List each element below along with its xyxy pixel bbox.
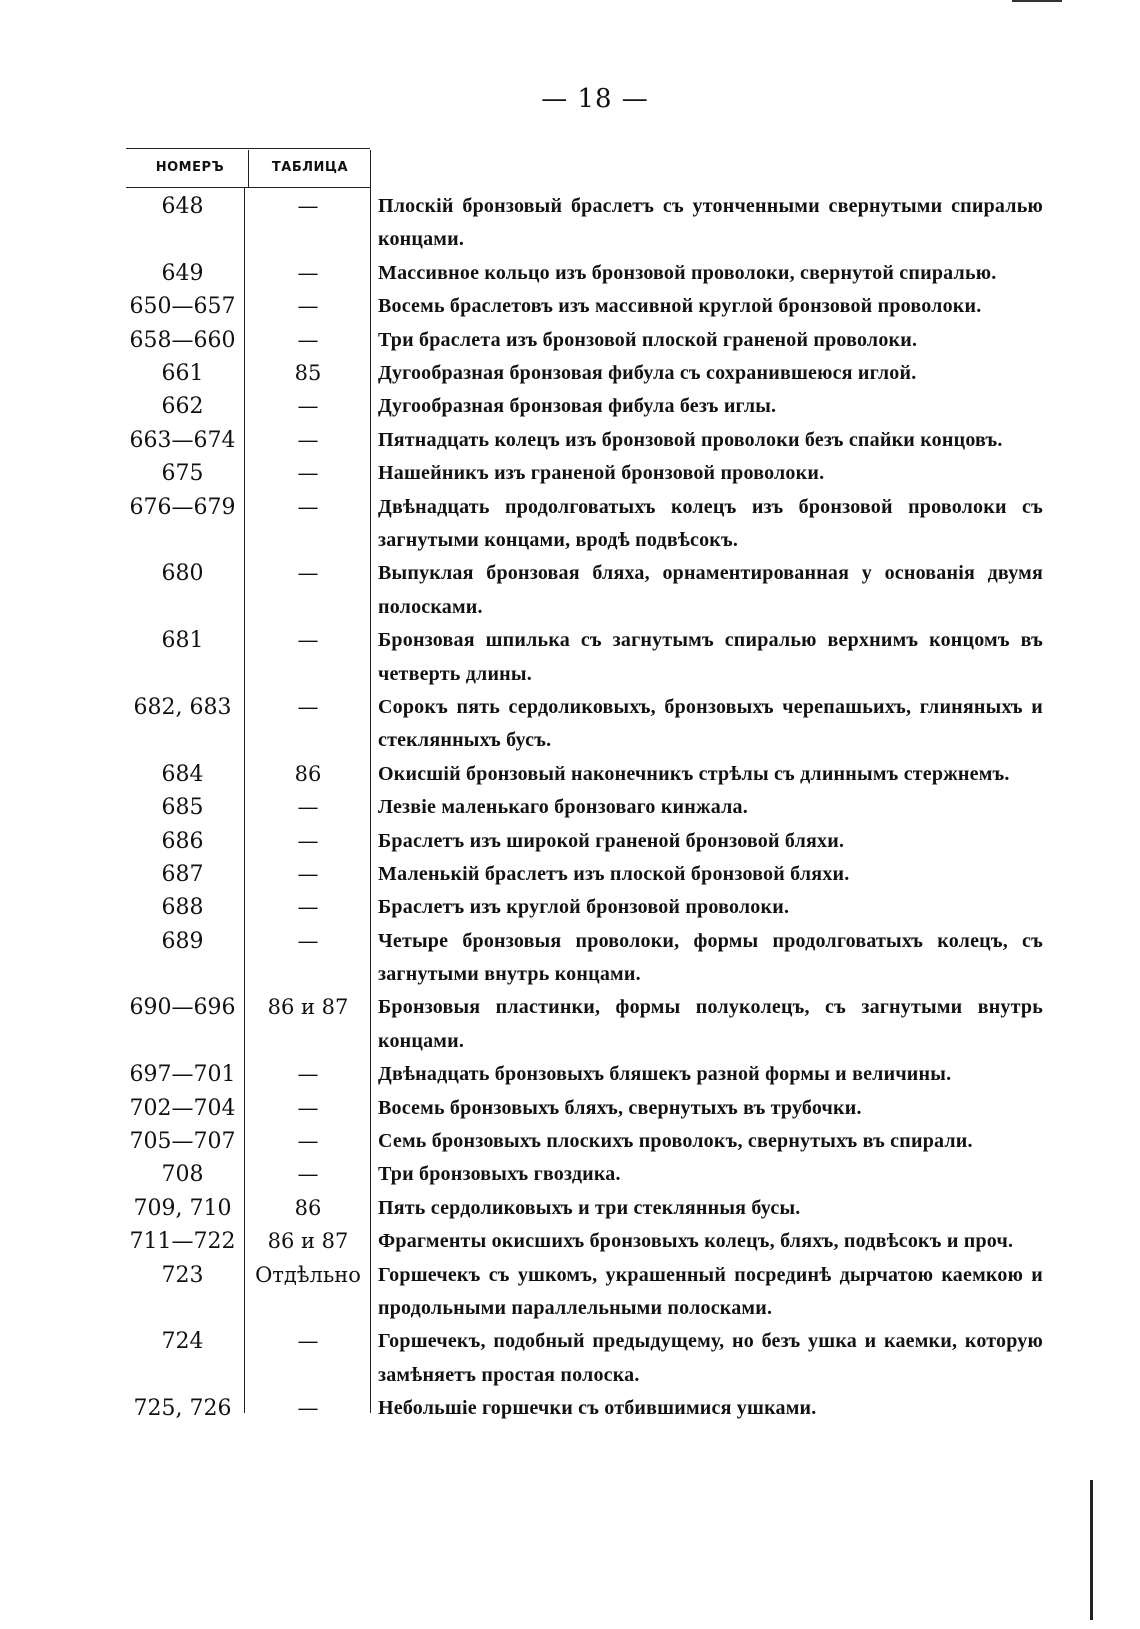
item-description: Окисшій бронзовый наконечникъ стрѣлы съ длиннымъ стержнемъ. [378, 762, 1010, 785]
header-number: НОМЕРЪ [155, 160, 225, 175]
item-number: 686 [161, 828, 204, 854]
item-description: Сорокъ пять сердоликовыхъ, бронзовыхъ черепашьихъ, глиняныхъ и стеклянныхъ бусъ. [378, 695, 1043, 752]
page-number: — 18 — [541, 84, 649, 114]
item-number: 681 [161, 628, 204, 654]
item-number: 723 [161, 1262, 204, 1288]
item-description: Дугообразная бронзовая фибула съ сохранившеюся иглой. [378, 361, 917, 384]
plate-reference: — [297, 461, 319, 486]
item-number: 663—674 [129, 427, 236, 453]
table-row [0, 557, 1140, 624]
plate-reference: — [297, 427, 319, 452]
plate-reference: — [297, 928, 319, 953]
item-description: Три браслета изъ бронзовой плоской граненой проволоки. [378, 328, 918, 351]
item-number: 684 [161, 761, 204, 787]
table-row [0, 1225, 1140, 1258]
item-number: 649 [161, 260, 204, 286]
item-description: Браслетъ изъ широкой граненой бронзовой бляхи. [378, 829, 845, 852]
table-row [0, 1092, 1140, 1125]
table-row [0, 1325, 1140, 1392]
item-number: 675 [161, 461, 204, 487]
item-description: Лезвіе маленькаго бронзоваго кинжала. [378, 796, 748, 819]
item-description: Выпуклая бронзовая бляха, орнаментированная у основанія двумя полосками. [378, 562, 1043, 618]
table-row [0, 1158, 1140, 1191]
table-row [0, 1125, 1140, 1158]
table-row [0, 190, 1140, 257]
plate-reference: — [297, 628, 319, 653]
item-number: 685 [161, 795, 204, 821]
table-top-rule [126, 148, 370, 149]
item-description: Дугообразная бронзовая фибула безъ иглы. [378, 395, 777, 418]
plate-reference: — [297, 294, 319, 319]
plate-reference: — [297, 1095, 319, 1120]
plate-reference: — [297, 561, 319, 586]
table-row [0, 324, 1140, 357]
plate-reference: — [297, 795, 319, 820]
item-number: 682, 683 [133, 694, 232, 720]
table-row [0, 390, 1140, 423]
table-row [0, 290, 1140, 323]
item-description: Фрагменты окисшихъ бронзовыхъ колецъ, бляхъ, подвѣсокъ и проч. [378, 1230, 1014, 1253]
item-number: 661 [161, 360, 204, 386]
item-number: 697—701 [129, 1062, 236, 1088]
table-row [0, 257, 1140, 290]
item-number: 708 [161, 1162, 204, 1188]
item-description: Четыре бронзовыя проволоки, формы продолговатыхъ колецъ, съ загнутыми внутрь концами. [378, 929, 1043, 986]
plate-reference: 85 [294, 360, 322, 385]
table-row [0, 357, 1140, 390]
table-row [0, 758, 1140, 791]
table-row [0, 691, 1140, 758]
item-number: 662 [161, 394, 204, 420]
plate-reference: — [297, 1162, 319, 1187]
table-row [0, 891, 1140, 924]
item-description: Двѣнадцать продолговатыхъ колецъ изъ бронзовой проволоки съ загнутыми концами, вродѣ подвѣсокъ. [378, 495, 1043, 551]
item-description: Маленькій браслетъ изъ плоской бронзовой бляхи. [378, 862, 850, 885]
page-edge-shadow [1090, 1480, 1093, 1620]
plate-reference: — [297, 327, 319, 352]
item-description: Три бронзовыхъ гвоздика. [378, 1163, 621, 1186]
plate-reference: — [297, 394, 319, 419]
table-header-rule [126, 187, 370, 188]
table-row [0, 858, 1140, 891]
item-number: 725, 726 [133, 1396, 232, 1422]
table-row [0, 1192, 1140, 1225]
item-description: Нашейникъ изъ граненой бронзовой проволоки. [378, 462, 825, 485]
plate-reference: — [297, 194, 319, 218]
item-description: Пятнадцать колецъ изъ бронзовой проволоки безъ спайки концовъ. [378, 428, 1003, 451]
item-number: 690—696 [129, 995, 236, 1021]
plate-reference: — [297, 694, 319, 719]
item-description: Семь бронзовыхъ плоскихъ проволокъ, свернутыхъ въ спирали. [378, 1130, 973, 1153]
plate-reference: 86 [294, 761, 322, 786]
item-number: 650—657 [129, 294, 236, 320]
page-edge-mark [1012, 0, 1062, 6]
plate-reference: — [297, 1329, 319, 1354]
item-description: Бронзовыя пластинки, формы полуколецъ, съ загнутыми внутрь концами. [378, 996, 1043, 1052]
item-description: Двѣнадцать бронзовыхъ бляшекъ разной формы и величины. [378, 1063, 952, 1086]
table-row [0, 791, 1140, 824]
item-description: Бронзовая шпилька съ загнутымъ спиралью верхнимъ концомъ въ четверть длины. [378, 629, 1043, 685]
table-row [0, 925, 1140, 992]
table-row [0, 1058, 1140, 1091]
item-description: Восемь бронзовыхъ бляхъ, свернутыхъ въ трубочки. [378, 1096, 862, 1119]
plate-reference: 86 [294, 1195, 322, 1220]
item-number: 680 [161, 561, 204, 587]
item-description: Восемь браслетовъ изъ массивной круглой бронзовой проволоки. [378, 295, 982, 318]
item-number: 689 [161, 928, 204, 954]
plate-reference: 86 и 87 [267, 1229, 349, 1254]
plate-reference: — [297, 1396, 319, 1421]
item-description: Браслетъ изъ круглой бронзовой проволоки. [378, 896, 790, 919]
plate-reference: Отдѣльно [255, 1262, 361, 1287]
table-row [0, 991, 1140, 1058]
item-number: 709, 710 [133, 1195, 232, 1221]
table-row [0, 1259, 1140, 1326]
column-divider-header [248, 150, 249, 187]
item-description: Горшечекъ съ ушкомъ, украшенный посрединѣ дырчатою каемкою и продольными параллельными полосками. [378, 1263, 1043, 1320]
item-description: Плоскій бронзовый браслетъ съ утонченными свернутыми спиралью концами. [378, 195, 1043, 251]
plate-reference: — [297, 828, 319, 853]
table-row [0, 825, 1140, 858]
table-row [0, 424, 1140, 457]
item-number: 648 [161, 194, 204, 219]
plate-reference: 86 и 87 [267, 995, 349, 1020]
item-number: 676—679 [129, 494, 236, 520]
plate-reference: — [297, 861, 319, 886]
item-description: Небольшіе горшечки съ отбившимися ушками. [378, 1397, 817, 1420]
item-number: 705—707 [129, 1129, 236, 1155]
catalog-table-body [0, 190, 1140, 1426]
plate-reference: — [297, 1062, 319, 1087]
plate-reference: — [297, 260, 319, 285]
header-plate: ТАБЛИЦА [271, 160, 349, 175]
item-number: 688 [161, 895, 204, 921]
item-number: 702—704 [129, 1095, 236, 1121]
plate-reference: — [297, 895, 319, 920]
item-number: 724 [161, 1329, 204, 1355]
item-number: 687 [161, 861, 204, 887]
item-number: 711—722 [129, 1229, 236, 1255]
item-description: Горшечекъ, подобный предыдущему, но безъ ушка и каемки, которую замѣняетъ простая полоска. [378, 1330, 1043, 1386]
plate-reference: — [297, 494, 319, 519]
table-row [0, 624, 1140, 691]
item-description: Пять сердоликовыхъ и три стеклянныя бусы. [378, 1196, 801, 1219]
table-row [0, 491, 1140, 558]
plate-reference: — [297, 1129, 319, 1154]
item-description: Массивное кольцо изъ бронзовой проволоки, свернутой спиралью. [378, 261, 997, 284]
table-row [0, 457, 1140, 490]
item-number: 658—660 [129, 327, 236, 353]
table-row [0, 1392, 1140, 1425]
